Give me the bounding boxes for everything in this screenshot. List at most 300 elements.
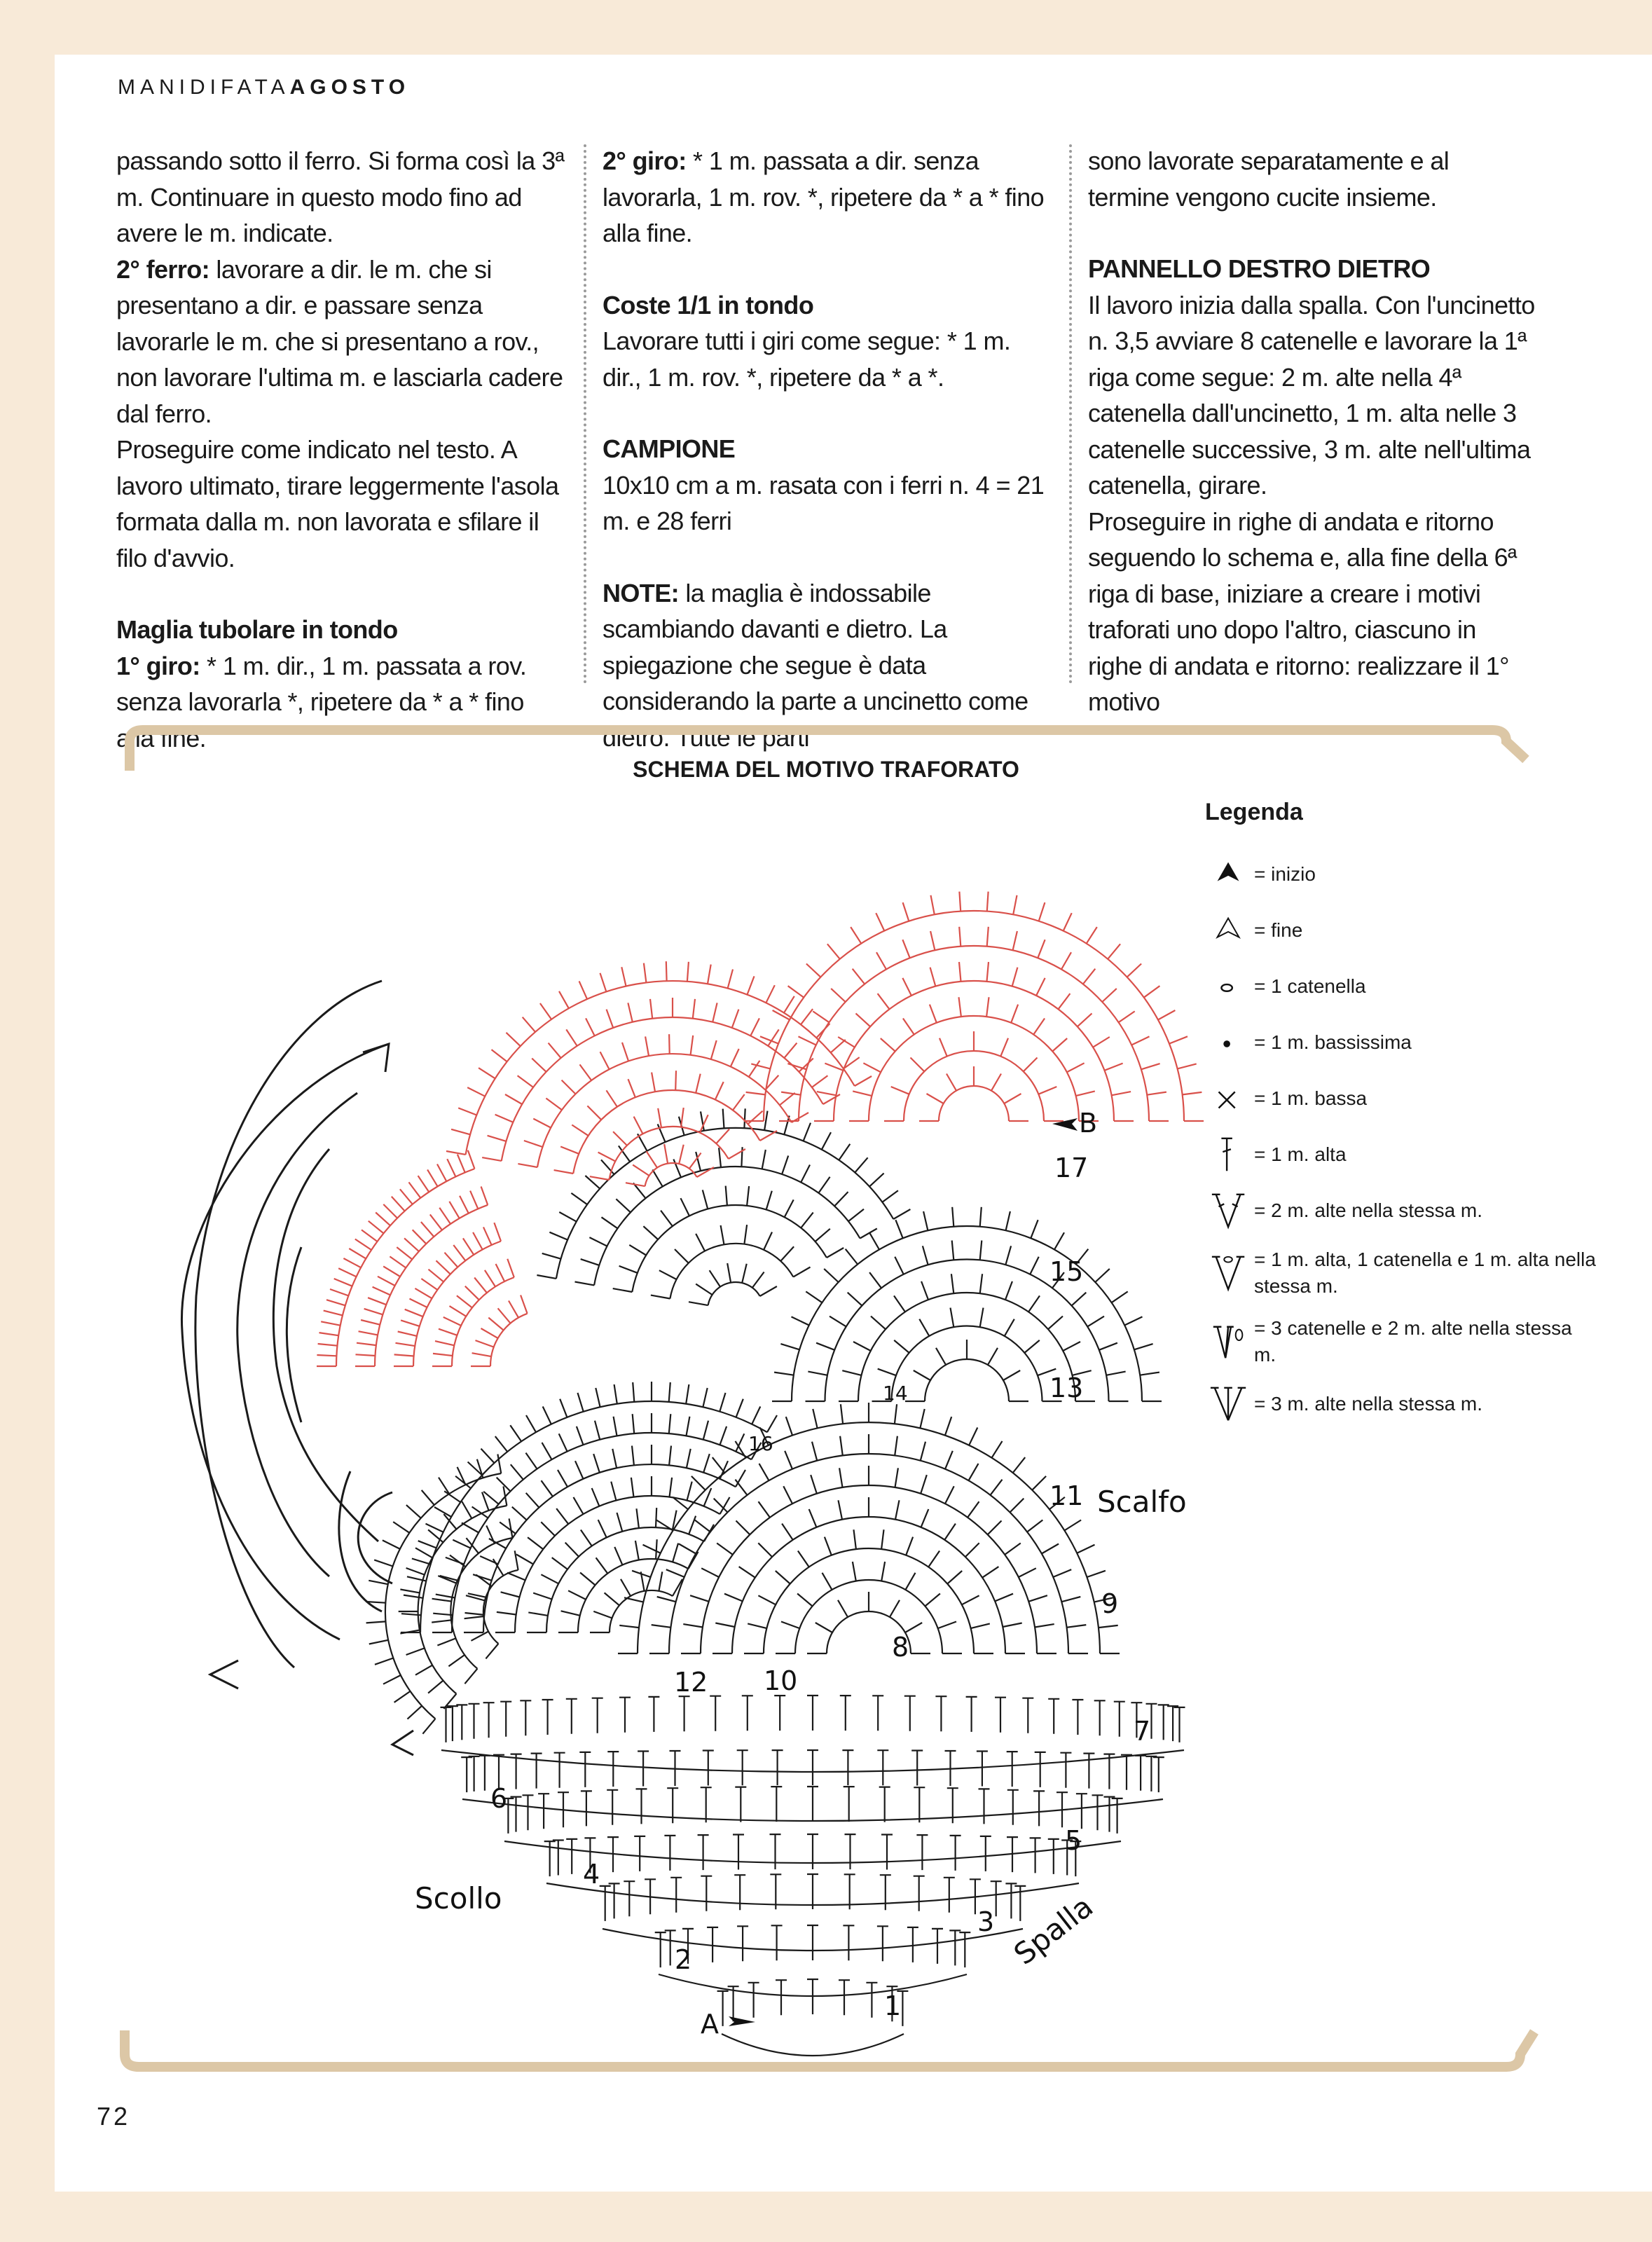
black-fan-stitch [1095,1269,1110,1282]
black-fan-stitch [1134,1344,1153,1349]
red-fan-stitch [788,986,804,998]
red-fan-stitch [853,1091,872,1096]
black-fan-stitch [854,1529,856,1549]
red-fan-stitch [580,1064,592,1080]
black-fan-stitch [815,1623,832,1632]
red-fan-stitch [781,1092,801,1095]
black-fan-stitch [822,1132,831,1150]
red-fan-stitch [507,1259,514,1277]
base-stitch [734,1875,745,1910]
base-stitch [914,1787,925,1822]
black-fan-ring [925,1359,1009,1401]
section-heading: CAMPIONE [603,434,736,463]
red-fan-stitch [334,1279,352,1286]
black-fan-stitch [759,1501,770,1518]
base-stitch [703,1751,714,1786]
black-fan-stitch [720,1426,727,1445]
base-stitch [904,1696,916,1731]
black-fan-stitch [726,1186,727,1206]
red-fan-stitch [959,892,961,912]
paragraph-text: * 1 m. dir., 1 m. passata a rov. senza lavorarla *, ripetere da * a * fino alla fine. [116,651,527,752]
black-fan-stitch [575,1461,583,1479]
base-stitch [742,1696,753,1731]
black-fan-stitch [824,1269,839,1282]
red-fan-stitch [427,1169,438,1186]
red-fan-stitch [1119,1011,1135,1022]
black-fan-stitch [968,1501,979,1518]
black-fan-stitch [869,1272,881,1288]
black-fan-stitch [512,1507,527,1520]
red-fan-stitch [549,1043,561,1058]
black-fan-stitch [581,1530,592,1546]
red-fan-stitch [378,1277,395,1286]
red-fan-stitch [364,1309,383,1314]
base-stitch [737,1750,748,1785]
black-fan-stitch [727,1263,731,1283]
red-fan-stitch [696,1074,701,1093]
black-fan-stitch [383,1540,400,1549]
base-stitch [916,1835,928,1870]
red-fan-stitch [383,1204,397,1218]
black-fan-stitch [481,1449,495,1464]
red-fan-stitch [645,1036,649,1056]
red-fan-stitch [330,1289,348,1295]
red-fan-stitch [404,1238,419,1251]
base-stitch [872,1696,883,1731]
red-fan-stitch [749,1061,760,1077]
base-stitch [807,1925,818,1960]
red-fan-stitch [554,1170,574,1174]
legend-item [1205,1078,1597,1119]
black-fan-stitch [675,1249,689,1263]
black-fan-stitch [842,1370,861,1375]
red-fan-stitch [505,1094,522,1104]
red-fan-stitch [959,962,961,982]
red-fan-stitch [447,1159,455,1176]
point-marker-label: B [1079,1108,1098,1139]
base-stitch [735,1787,746,1822]
base-stitch [1103,1754,1115,1789]
black-fan-stitch [719,1148,721,1167]
black-fan-stitch [869,1232,879,1249]
red-fan-stitch [562,1080,576,1094]
red-fan-stitch [903,902,909,921]
legend-item [1205,1384,1597,1424]
black-fan-stitch [890,1600,900,1617]
red-fan-stitch [930,968,936,986]
red-fan-stitch [349,1249,366,1258]
black-fan-stitch [1099,1625,1118,1628]
black-fan-stitch [809,1509,817,1527]
black-fan-stitch [643,1226,658,1239]
black-fan-stitch [681,1198,689,1216]
black-fan-stitch [848,1293,862,1306]
black-fan-stitch [602,1217,618,1228]
red-fan-stitch [1087,927,1097,944]
red-fan-stitch [498,1308,511,1323]
black-fan-stitch [437,1638,455,1645]
red-fan-stitch [357,1343,376,1345]
red-fan-stitch [488,1318,503,1330]
black-fan-stitch [1054,1232,1064,1249]
black-fan-stitch [511,1464,523,1480]
red-fan-stitch [1178,1064,1197,1068]
red-fan-stitch [430,1214,442,1230]
base-stitch [634,1836,645,1871]
red-fan-stitch [650,999,652,1019]
black-fan-stitch [412,1559,431,1564]
black-fan-stitch [1027,1520,1042,1532]
base-stitch [1076,1794,1087,1829]
red-fan-stitch [521,1295,528,1314]
base-stitch [1035,1752,1046,1787]
red-fan-stitch [812,1075,828,1087]
red-fan-stitch [784,1043,797,1058]
base-stitch [914,1876,925,1911]
black-fan-stitch [992,1441,1003,1458]
shell-chain-icon [1205,1321,1254,1362]
black-fan-stitch [690,1595,709,1602]
black-fan-stitch [758,1543,772,1557]
base-stitch [839,1980,850,2015]
base-stitch [807,1834,818,1869]
black-fan-stitch [923,1246,928,1265]
row-number-14: 14 [883,1382,908,1405]
black-fan-stitch [434,1507,451,1517]
black-fan-stitch [748,1623,766,1628]
black-fan-stitch [657,1597,676,1602]
black-fan-stitch [919,1319,929,1336]
black-fan-stitch [422,1490,434,1505]
black-fan-stitch [1003,1623,1021,1628]
base-stitch [520,1700,531,1735]
black-fan-stitch [704,1525,714,1541]
red-fan-stitch [481,1187,488,1205]
black-fan-stitch [393,1522,409,1533]
legend-item [1205,1022,1597,1063]
paragraph: Proseguire in righe di andata e ritorno seguendo lo schema e, alla fine della 6ª riga di base, iniziare a creare i motivi traforati uno dopo l'altro, ciascuno in righe di andata e ritorno: realizzare il 1° motivo [1088,507,1517,716]
red-fan-stitch [533,1119,551,1128]
black-fan-stitch [559,1212,577,1222]
red-fan-stitch [816,1024,830,1038]
red-fan-stitch [321,1321,340,1325]
black-fan-stitch [669,1414,671,1433]
red-fan-stitch [468,1150,475,1169]
base-stitch [866,1983,877,2018]
black-fan-stitch [804,1123,811,1141]
black-fan-stitch [1106,1372,1126,1375]
red-fan-stitch [930,931,935,950]
black-fan-stitch [394,1691,411,1703]
red-fan-stitch [750,1018,759,1036]
base-stitch [511,1797,522,1832]
red-fan-stitch [1024,1058,1038,1072]
black-fan-stitch [703,1190,708,1209]
black-fan-stitch [556,1508,568,1524]
red-fan-stitch [856,1013,871,1026]
base-stitch [609,1883,620,1918]
base-stitch [701,1787,712,1822]
black-fan-stitch [944,1524,956,1540]
red-fan-stitch [711,1040,717,1059]
black-fan-stitch [760,1286,777,1296]
red-fan-stitch [1105,1064,1123,1071]
black-fan-stitch [839,1144,850,1160]
black-fan-stitch [696,1234,705,1251]
red-fan-stitch [1093,1037,1110,1047]
black-fan-stitch [813,1409,817,1428]
red-fan-stitch [449,1202,459,1218]
red-fan-stitch [398,1332,417,1336]
black-fan-stitch [1005,1543,1021,1555]
black-fan-stitch [596,1388,600,1407]
red-fan-stitch [359,1331,378,1335]
black-fan-stitch [786,1417,792,1435]
legend-item [1205,1315,1597,1368]
black-fan-stitch [965,1543,979,1557]
black-fan-stitch [464,1616,484,1618]
red-fan-stitch [421,1222,434,1237]
black-fan-stitch [744,1108,745,1128]
black-fan-stitch [710,1270,720,1286]
black-fan-stitch [526,1493,539,1508]
paragraph-text: la maglia è indossabile scambiando davanti e dietro. La spiegazione che segue è data considerando la parte a uncinetto come dietro. Tutte le parti [603,578,1028,752]
brand-light: MANIDIFATA [118,76,290,99]
legend-title: Legenda [1205,799,1303,825]
red-fan-stitch [902,940,909,958]
red-fan-stitch [930,1005,937,1023]
black-fan-stitch [683,1624,703,1627]
black-fan-stitch [652,1169,662,1186]
black-fan-stitch [951,1274,954,1293]
black-fan-stitch [526,1415,536,1432]
base-stitch [469,1756,480,1791]
armhole-label: Scalfo [1097,1485,1187,1519]
red-fan-stitch [1108,944,1120,959]
base-stitch [842,1750,853,1785]
black-fan-stitch [549,1232,567,1240]
base-stitch [771,1925,783,1960]
black-fan-stitch [635,1541,639,1560]
red-fan-stitch [409,1182,421,1197]
red-fan-stitch [947,1074,956,1091]
black-fan-stitch [894,1295,905,1312]
red-fan-stitch [460,1196,469,1213]
black-fan-stitch [780,1246,794,1261]
black-fan-stitch [541,1574,558,1583]
red-fan-stitch [681,1108,684,1127]
black-fan-stitch [465,1613,485,1615]
base-stitch [670,1878,682,1913]
red-fan-stitch [991,1074,1001,1091]
black-fan-stitch [448,1655,464,1666]
two-dc-same-stitch-icon [1205,1190,1254,1231]
black-fan-stitch [652,1625,671,1628]
black-fan-stitch [450,1555,465,1567]
base-stitch [1174,1707,1185,1742]
black-fan-stitch [439,1478,449,1494]
red-fan-stitch [664,1144,668,1164]
base-stitch [461,1757,472,1792]
red-fan-stitch [708,965,711,984]
row-number-8: 8 [892,1632,909,1663]
row-number-7: 7 [1134,1716,1151,1747]
base-stitch [1007,1790,1019,1825]
base-stitch [807,1874,818,1909]
black-fan-stitch [766,1191,772,1210]
black-fan-stitch [612,1449,617,1468]
start-marker-label: A [701,2009,719,2040]
base-stitch [447,1706,458,1741]
red-fan-stitch [766,985,774,1003]
legend-item [1205,1190,1597,1231]
red-fan-stitch [418,1176,429,1192]
row-number-4: 4 [583,1859,600,1890]
black-fan-stitch [375,1658,393,1665]
base-stitch [664,1836,675,1871]
base-stitch [1072,1700,1083,1735]
row-number-11: 11 [1049,1480,1084,1511]
frame-bracket-bottom [125,2030,1534,2067]
base-stitch [1153,1757,1164,1792]
base-stitch [843,1925,854,1960]
black-fan-stitch [767,1415,777,1432]
red-fan-stitch [628,1079,635,1097]
red-fan-stitch [628,1003,632,1022]
black-fan-stitch [1028,1295,1040,1312]
black-fan-stitch [951,1308,954,1328]
base-stitch [844,1787,855,1822]
base-stitch [469,1704,480,1739]
red-fan-stitch [369,1221,384,1234]
black-fan-stitch [797,1594,813,1607]
red-fan-stitch [746,1092,766,1095]
red-fan-stitch [801,1009,813,1024]
black-fan-stitch [785,1199,794,1217]
black-fan-stitch [467,1538,479,1553]
red-fan-stitch [317,1355,336,1356]
black-fan-stitch [945,1451,953,1469]
red-fan-stitch [361,1320,380,1325]
black-fan-stitch [1028,1595,1047,1602]
black-fan-stitch [561,1611,580,1616]
red-fan-stitch [987,892,989,912]
red-fan-stitch [891,1087,909,1094]
base-stitch [441,1707,452,1742]
legend-item [1205,1134,1597,1175]
black-fan-stitch [1006,1211,1010,1230]
black-fan-stitch [559,1433,567,1451]
red-fan-stitch [1039,902,1045,921]
black-fan-stitch [595,1421,600,1440]
red-fan-stitch [1183,1092,1202,1095]
black-fan-stitch [936,1348,946,1365]
black-fan-stitch [541,1522,555,1536]
base-stitch [1022,1698,1033,1733]
black-fan-ring [483,1464,736,1632]
red-fan-stitch [524,1141,543,1147]
red-fan-stitch [876,952,886,969]
black-fan-stitch [871,1316,886,1330]
black-fan-stitch [415,1665,432,1675]
base-stitch [636,1789,647,1824]
black-fan-stitch [580,1573,596,1586]
red-fan-stitch [463,1238,474,1255]
black-fan-stitch [717,1543,733,1555]
black-fan-stitch [764,1232,772,1250]
black-fan-stitch [631,1478,634,1497]
red-fan-stitch [728,970,733,989]
black-fan-stitch [988,1348,998,1365]
base-stitch [531,1754,542,1789]
red-fan-stitch [634,1117,643,1134]
red-fan-stitch [748,1111,763,1125]
red-fan-stitch [410,1299,427,1307]
red-fan-stitch [931,895,935,915]
black-fan-stitch [947,1571,962,1584]
black-fan-stitch [713,1457,724,1473]
red-fan-stitch [1147,1092,1166,1095]
legend-item [1205,966,1597,1007]
black-fan-stitch [689,1516,696,1534]
black-fan-stitch [991,1480,1003,1495]
red-fan-stitch [715,1082,724,1099]
black-fan-stitch [925,1594,940,1607]
red-fan-stitch [679,1145,684,1164]
red-fan-stitch [396,1343,415,1346]
end-arrow-icon [1205,910,1254,951]
red-fan-stitch [927,1094,944,1103]
red-fan-stitch [1013,931,1017,950]
red-fan-stitch [855,1076,872,1086]
black-fan-stitch [659,1572,662,1591]
black-fan-stitch [400,1590,420,1593]
legend-item-text: = 2 m. alte nella stessa m. [1254,1199,1483,1221]
row-number-labels [490,1153,1150,2021]
black-fan-stitch [592,1488,600,1506]
red-fan-stitch [987,962,989,982]
red-fan-stitch [986,997,989,1017]
black-fan-stitch [1063,1342,1080,1351]
black-fan-stitch [801,1165,810,1183]
base-stitch [638,1752,649,1787]
black-fan-stitch [969,1464,979,1480]
base-stitch [728,1986,739,2021]
base-stitch [1033,1791,1045,1826]
base-stitch [877,1926,888,1961]
base-stitch [1135,1756,1146,1791]
red-fan-stitch [465,1286,479,1300]
black-fan-stitch [906,1573,916,1590]
red-fan-stitch [559,991,569,1008]
red-fan-stitch [474,1278,487,1293]
red-fan-stitch [693,999,695,1019]
red-fan-stitch [436,1260,450,1274]
black-fan-stitch [486,1644,498,1658]
black-fan-stitch [921,1442,925,1461]
black-fan-stitch [812,1442,817,1461]
black-fan-stitch [598,1520,607,1537]
base-stitch [710,1696,721,1731]
red-fan-stitch [326,1300,345,1305]
row-number-6: 6 [490,1783,508,1814]
black-fan-stitch [1048,1316,1063,1330]
red-fan-stitch [647,1151,657,1167]
black-fan-stitch [724,1594,743,1602]
black-fan-stitch [614,1417,617,1436]
black-fan-stitch [1112,1291,1128,1302]
red-fan-stitch [1169,1036,1188,1043]
